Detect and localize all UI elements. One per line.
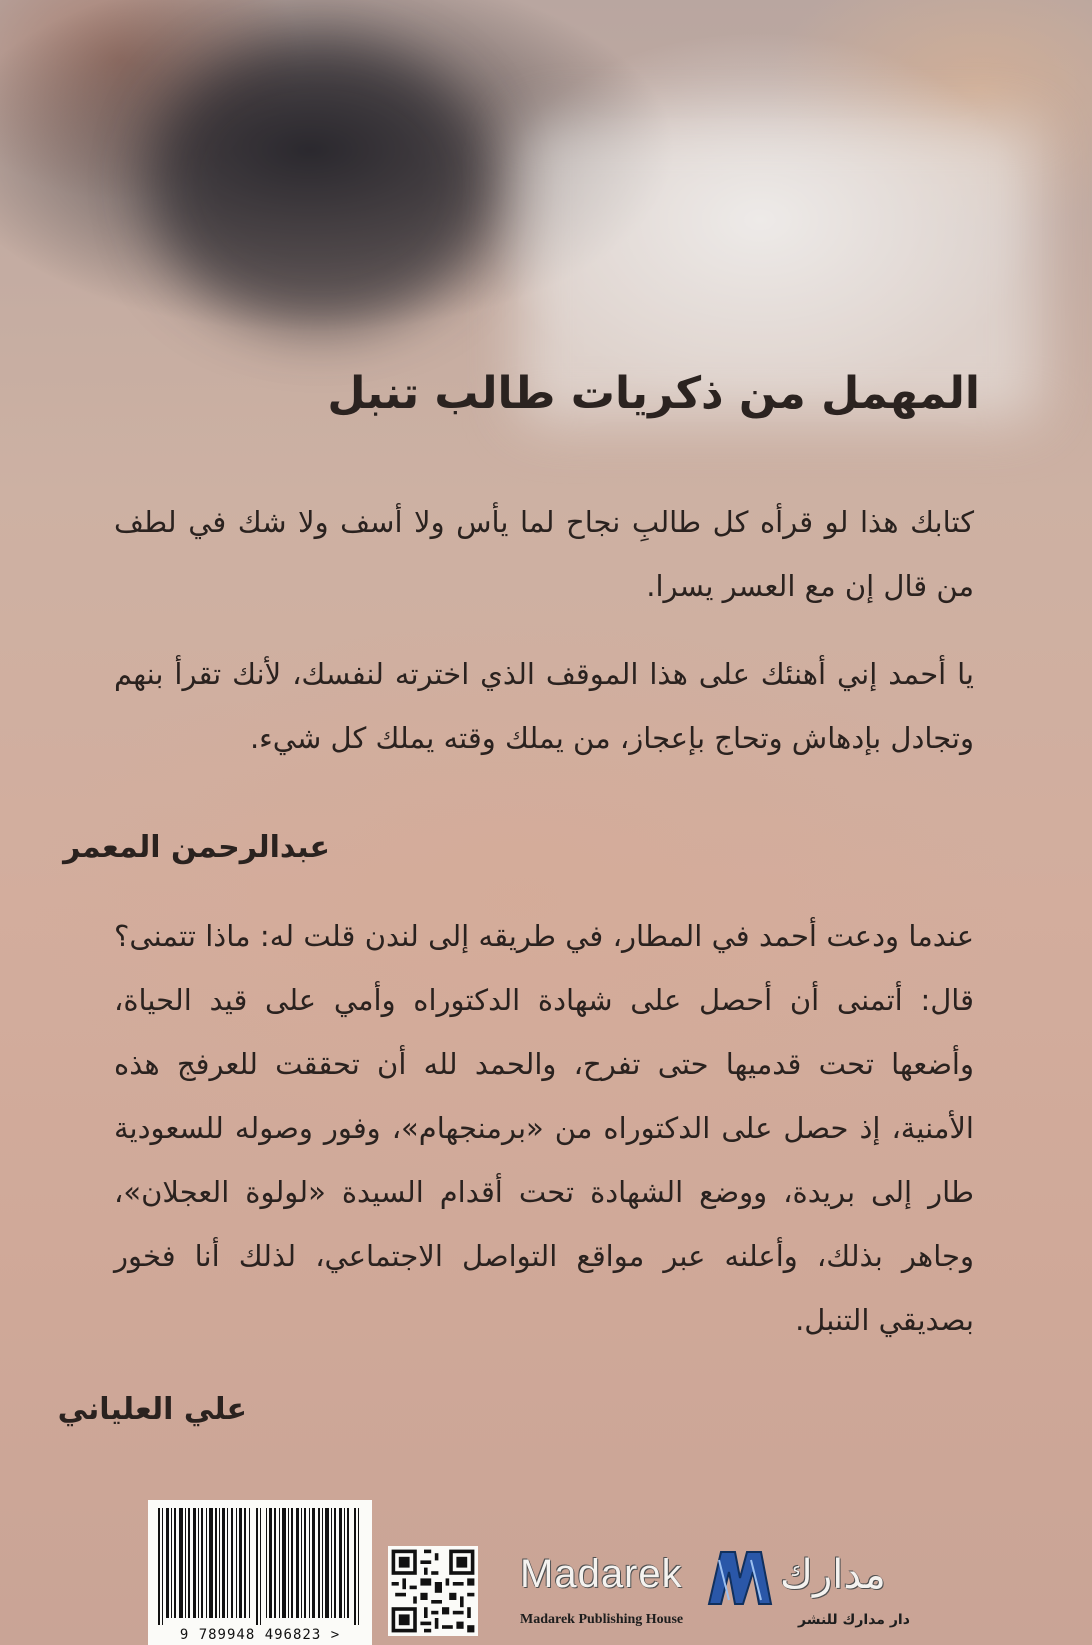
barcode-number: 9 789948 496823 > — [148, 1625, 372, 1645]
publisher-name-latin: Madarek — [520, 1552, 683, 1596]
publisher-m-mark-icon — [705, 1548, 775, 1608]
publisher-subtitle-en: Madarek Publishing House — [520, 1612, 684, 1627]
background-blur-dark — [150, 40, 490, 330]
signature-author-1: عبدالرحمن المعمر — [63, 830, 330, 865]
book-title: المهمل من ذكريات طالب تنبل — [327, 368, 980, 419]
barcode-bars-icon — [148, 1500, 372, 1625]
publisher-subtitle-ar: دار مدارك للنشر — [798, 1612, 910, 1628]
blurb-paragraph-2: يا أحمد إني أهنئك على هذا الموقف الذي اخترته لنفسك، لأنك تقرأ بنهم وتجادل بإدهاش وتحاج بإعجاز، من يملك وقته يملك كل شيء. — [114, 657, 974, 755]
blurb-paragraph-1: كتابك هذا لو قرأه كل طالبِ نجاح لما يأس ولا أسف ولا شك في لطف من قال إن مع العسر يسرا. — [114, 505, 974, 603]
blurb-paragraph-3: عندما ودعت أحمد في المطار، في طريقه إلى لندن قلت له: ماذا تتمنى؟ قال: أتمنى أن أحصل على شهادة الدكتوراه وأمي على قيد الحياة، وأضعها تحت قدميها حتى تفرح، والحمد لله أن تحققت للعرفج هذه الأمنية، إذ حصل على الدكتوراه من «برمنجهام»، وفور وصوله للسعودية طار إلى بريدة، ووضع الشهادة تحت أقدام السيدة «لولوة العجلان»، وجاهر بذلك، وأعلنه عبر مواقع التواصل الاجتماعي، لذلك أنا فخور بصديقي التنبل. — [114, 919, 974, 1337]
signature-author-2: علي العلياني — [57, 1392, 247, 1427]
publisher-name-arabic: مدارك — [780, 1552, 886, 1598]
publisher-logo — [520, 1548, 960, 1638]
barcode — [148, 1500, 372, 1645]
qr-code-icon — [388, 1546, 478, 1636]
